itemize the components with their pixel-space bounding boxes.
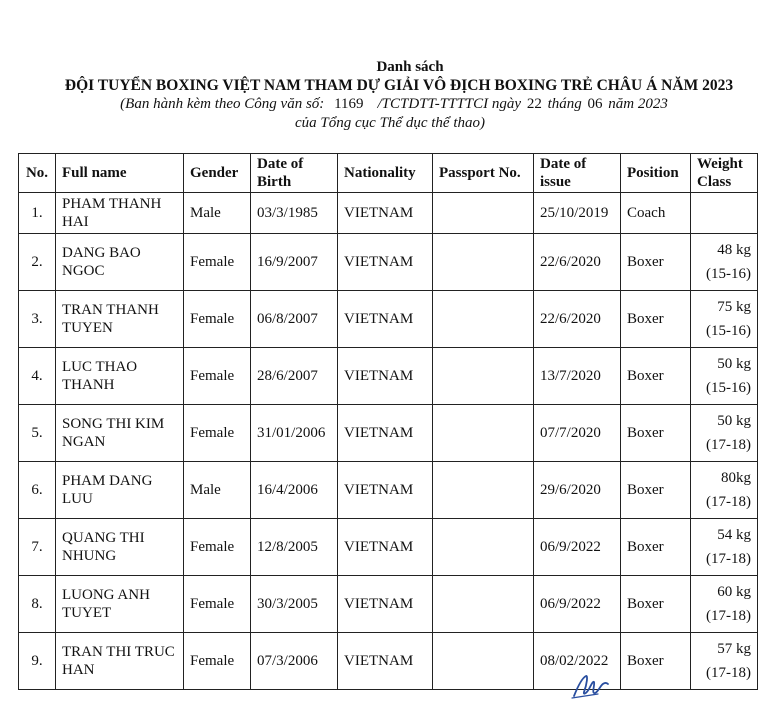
cell-full-name: LUONG ANH TUYET	[56, 576, 184, 633]
cell-weight-class	[691, 193, 758, 234]
cell-nationality: VIETNAM	[338, 193, 433, 234]
cell-full-name: PHAM DANG LUU	[56, 462, 184, 519]
ref-year: năm 2023	[608, 96, 668, 112]
cell-date-of-issue: 29/6/2020	[534, 462, 621, 519]
cell-gender: Female	[184, 405, 251, 462]
cell-date-of-birth: 28/6/2007	[251, 348, 338, 405]
cell-date-of-issue: 08/02/2022	[534, 633, 621, 690]
table-row	[19, 193, 758, 234]
age-class: (17-18)	[706, 608, 751, 624]
ref-code: /TCTDTT-TTTTCI ngày	[377, 96, 522, 112]
cell-date-of-birth: 03/3/1985	[251, 193, 338, 234]
cell-date-of-birth: 12/8/2005	[251, 519, 338, 576]
cell-gender: Female	[184, 576, 251, 633]
cell-nationality: VIETNAM	[338, 633, 433, 690]
list-title: Danh sách	[376, 59, 444, 75]
cell-gender: Male	[184, 193, 251, 234]
cell-no: 5.	[19, 405, 56, 462]
cell-full-name: LUC THAO THANH	[56, 348, 184, 405]
table-row	[19, 519, 758, 576]
ref-month-word: tháng	[547, 96, 582, 112]
age-class: (17-18)	[706, 437, 751, 453]
table-row	[19, 405, 758, 462]
cell-weight-class	[691, 576, 758, 633]
cell-weight-class	[691, 348, 758, 405]
cell-no: 1.	[19, 193, 56, 234]
cell-position: Boxer	[621, 519, 691, 576]
cell-weight-class	[691, 234, 758, 291]
cell-full-name: PHAM THANH HAI	[56, 193, 184, 234]
weight-value: 75 kg	[717, 299, 751, 315]
cell-passport-no	[433, 576, 534, 633]
cell-nationality: VIETNAM	[338, 291, 433, 348]
table-row	[19, 291, 758, 348]
cell-date-of-issue: 06/9/2022	[534, 519, 621, 576]
cell-date-of-birth: 31/01/2006	[251, 405, 338, 462]
cell-gender: Female	[184, 348, 251, 405]
cell-nationality: VIETNAM	[338, 348, 433, 405]
cell-gender: Male	[184, 462, 251, 519]
cell-weight-class	[691, 519, 758, 576]
age-class: (15-16)	[706, 380, 751, 396]
cell-passport-no	[433, 234, 534, 291]
col-header-full-name: Full name	[56, 154, 184, 193]
age-class: (15-16)	[706, 266, 751, 282]
cell-no: 3.	[19, 291, 56, 348]
ref-day: 22	[526, 96, 542, 112]
table-header-row	[19, 154, 758, 193]
reference-line	[8, 95, 780, 114]
weight-value: 48 kg	[717, 242, 751, 258]
cell-date-of-issue: 22/6/2020	[534, 234, 621, 291]
weight-value: 54 kg	[717, 527, 751, 543]
cell-date-of-birth: 16/4/2006	[251, 462, 338, 519]
cell-passport-no	[433, 193, 534, 234]
cell-weight-class	[691, 291, 758, 348]
cell-no: 9.	[19, 633, 56, 690]
cell-nationality: VIETNAM	[338, 405, 433, 462]
cell-weight-class	[691, 405, 758, 462]
table-row	[19, 348, 758, 405]
cell-full-name: QUANG THI NHUNG	[56, 519, 184, 576]
cell-passport-no	[433, 633, 534, 690]
cell-date-of-issue: 22/6/2020	[534, 291, 621, 348]
cell-date-of-birth: 30/3/2005	[251, 576, 338, 633]
table-row	[19, 576, 758, 633]
cell-nationality: VIETNAM	[338, 519, 433, 576]
cell-date-of-issue: 13/7/2020	[534, 348, 621, 405]
document-header	[0, 58, 780, 133]
cell-weight-class	[691, 633, 758, 690]
cell-no: 2.	[19, 234, 56, 291]
cell-position: Boxer	[621, 633, 691, 690]
col-header-date-of-issue: Date of issue	[534, 154, 621, 193]
cell-passport-no	[433, 519, 534, 576]
reference-line-2: của Tổng cục Thể dục thể thao)	[295, 115, 485, 131]
ref-prefix: (Ban hành kèm theo Công văn số:	[120, 96, 325, 112]
col-header-weight-class: Weight Class	[691, 154, 758, 193]
ref-number: 1169	[334, 96, 364, 112]
cell-position: Boxer	[621, 234, 691, 291]
weight-value: 50 kg	[717, 413, 751, 429]
age-class: (15-16)	[706, 323, 751, 339]
cell-date-of-birth: 06/8/2007	[251, 291, 338, 348]
col-header-no: No.	[19, 154, 56, 193]
col-header-gender: Gender	[184, 154, 251, 193]
weight-value: 60 kg	[717, 584, 751, 600]
cell-no: 7.	[19, 519, 56, 576]
ref-month: 06	[587, 96, 603, 112]
cell-position: Boxer	[621, 576, 691, 633]
cell-gender: Female	[184, 291, 251, 348]
cell-passport-no	[433, 462, 534, 519]
col-header-position: Position	[621, 154, 691, 193]
cell-date-of-birth: 07/3/2006	[251, 633, 338, 690]
signature-mark	[568, 672, 612, 700]
cell-weight-class	[691, 462, 758, 519]
main-title: ĐỘI TUYỂN BOXING VIỆT NAM THAM DỰ GIẢI VÔ ĐỊCH BOXING TRẺ CHÂU Á NĂM 2023	[64, 77, 734, 94]
cell-no: 6.	[19, 462, 56, 519]
age-class: (17-18)	[706, 494, 751, 510]
col-header-date-of-birth: Date of Birth	[251, 154, 338, 193]
cell-full-name: TRAN THANH TUYEN	[56, 291, 184, 348]
table-row	[19, 633, 758, 690]
cell-full-name: TRAN THI TRUC HAN	[56, 633, 184, 690]
cell-passport-no	[433, 291, 534, 348]
cell-date-of-issue: 07/7/2020	[534, 405, 621, 462]
cell-position: Boxer	[621, 405, 691, 462]
cell-nationality: VIETNAM	[338, 234, 433, 291]
cell-full-name: DANG BAO NGOC	[56, 234, 184, 291]
cell-nationality: VIETNAM	[338, 576, 433, 633]
cell-position: Boxer	[621, 348, 691, 405]
cell-position: Boxer	[621, 462, 691, 519]
cell-passport-no	[433, 405, 534, 462]
col-header-passport-no: Passport No.	[433, 154, 534, 193]
cell-gender: Female	[184, 234, 251, 291]
col-header-nationality: Nationality	[338, 154, 433, 193]
cell-nationality: VIETNAM	[338, 462, 433, 519]
cell-no: 4.	[19, 348, 56, 405]
weight-value: 57 kg	[717, 641, 751, 657]
cell-position: Boxer	[621, 291, 691, 348]
cell-no: 8.	[19, 576, 56, 633]
cell-date-of-birth: 16/9/2007	[251, 234, 338, 291]
cell-date-of-issue: 06/9/2022	[534, 576, 621, 633]
age-class: (17-18)	[706, 665, 751, 681]
weight-value: 80kg	[721, 470, 751, 486]
table-row	[19, 234, 758, 291]
table-row	[19, 462, 758, 519]
cell-full-name: SONG THI KIM NGAN	[56, 405, 184, 462]
cell-position: Coach	[621, 193, 691, 234]
cell-date-of-issue: 25/10/2019	[534, 193, 621, 234]
weight-value: 50 kg	[717, 356, 751, 372]
cell-passport-no	[433, 348, 534, 405]
team-roster-table	[18, 153, 758, 690]
cell-gender: Female	[184, 633, 251, 690]
cell-gender: Female	[184, 519, 251, 576]
age-class: (17-18)	[706, 551, 751, 567]
